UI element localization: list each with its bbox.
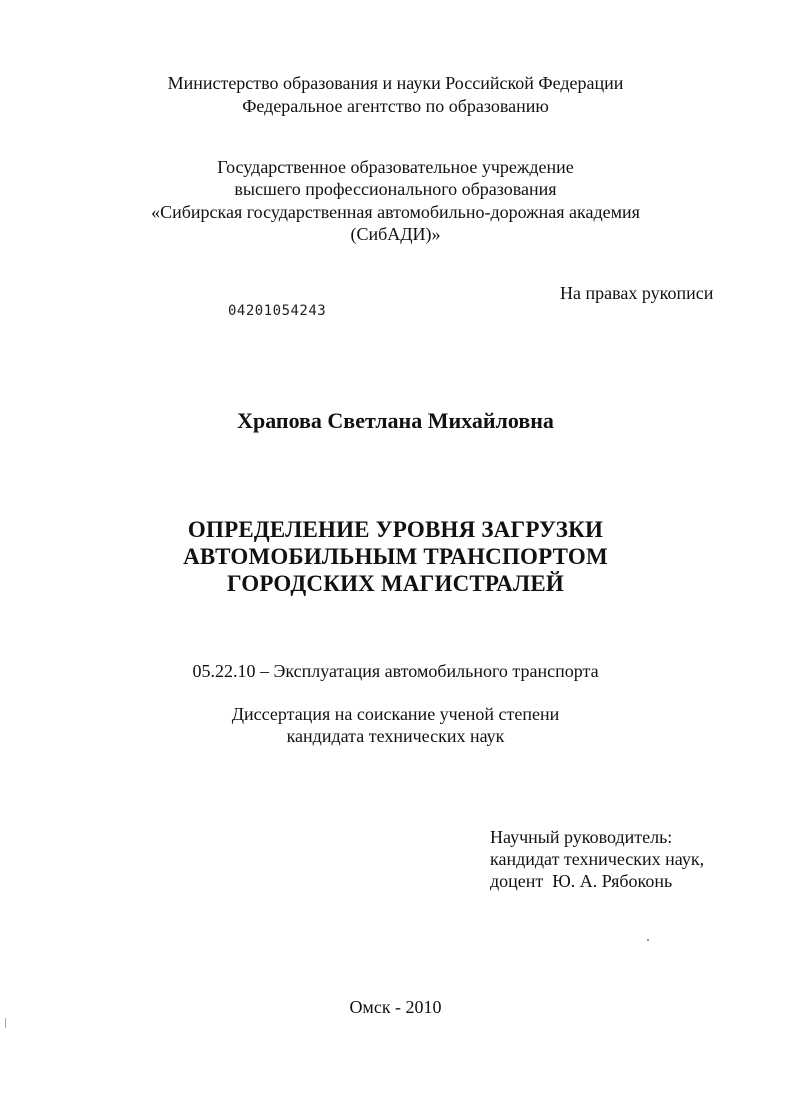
city-year: Омск - 2010: [349, 997, 442, 1017]
institution-line-3: «Сибирская государственная автомобильно-дорожная академия: [151, 202, 640, 222]
manuscript-note: На правах рукописи: [560, 283, 714, 303]
advisor-line-1: Научный руководитель:: [490, 827, 673, 847]
dissertation-line-2: кандидата технических наук: [286, 726, 505, 746]
ministry-name: Министерство образования и науки Российской Федерации: [167, 73, 624, 93]
institution-line-1: Государственное образовательное учреждение: [217, 157, 574, 177]
institution-line-2: высшего профессионального образования: [234, 179, 557, 199]
scan-mark: [5, 1018, 6, 1028]
specialty-code: 05.22.10 – Эксплуатация автомобильного транспорта: [192, 661, 599, 681]
advisor-line-2: кандидат технических наук,: [490, 849, 705, 869]
thesis-title-line-3: ГОРОДСКИХ МАГИСТРАЛЕЙ: [226, 571, 565, 596]
author-name: Храпова Светлана Михайловна: [237, 408, 554, 433]
scientific-advisor: [490, 826, 704, 892]
institution-line-4: (СибАДИ)»: [350, 224, 441, 244]
thesis-title-line-1: ОПРЕДЕЛЕНИЕ УРОВНЯ ЗАГРУЗКИ: [187, 517, 604, 542]
agency-name: Федеральное агентство по образованию: [242, 96, 549, 116]
advisor-line-3: доцент Ю. А. Рябоконь: [490, 871, 673, 891]
thesis-title: [0, 516, 791, 597]
dissertation-line-1: Диссертация на соискание ученой степени: [231, 704, 560, 724]
scan-speck: [647, 939, 649, 941]
document-code: 04201054243: [228, 303, 327, 319]
dissertation-degree: [0, 703, 791, 747]
thesis-title-line-2: АВТОМОБИЛЬНЫМ ТРАНСПОРТОМ: [183, 544, 608, 569]
